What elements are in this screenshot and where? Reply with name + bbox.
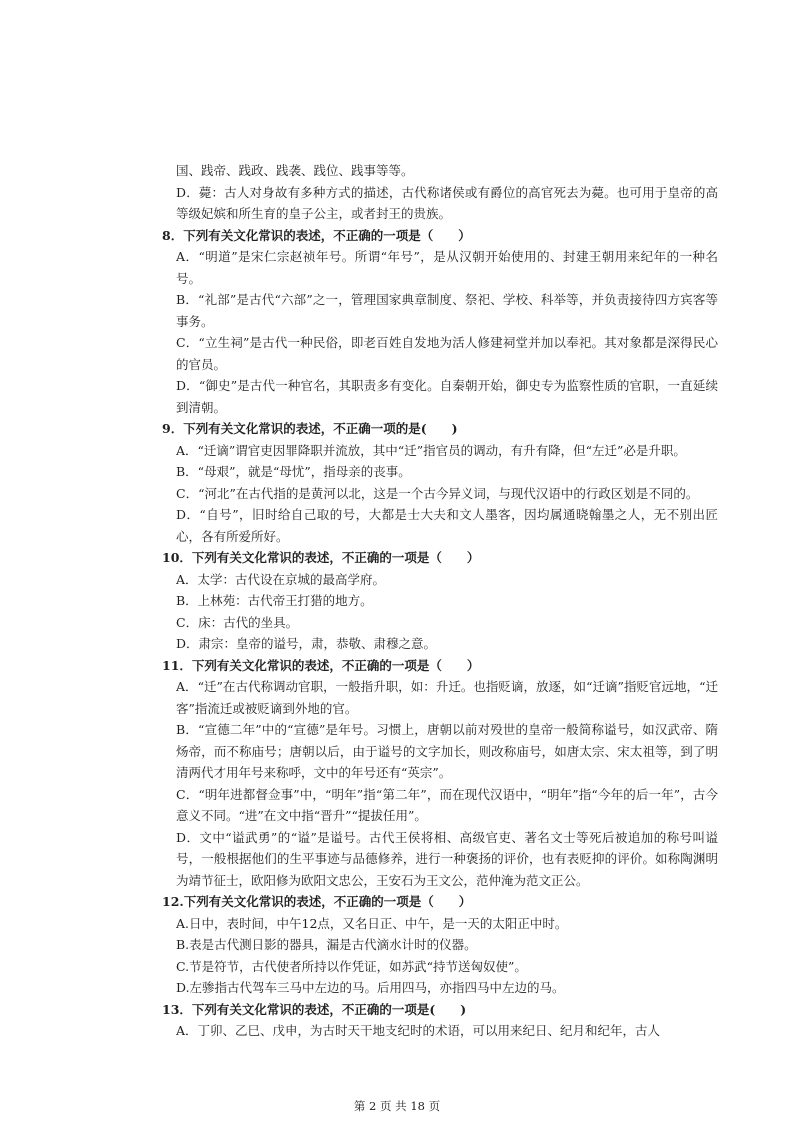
question-13: 13．下列有关文化常识的表述，不正确的一项是( ) xyxy=(162,1001,467,1017)
option-line: C．“立生祠”是古代一种民俗，即老百姓自发地为活人修建祠堂并加以奉祀。其对象都是深得民心的官员。 xyxy=(176,335,718,372)
document-body xyxy=(162,160,718,1042)
option-line: A．丁卯、乙巳、戊申，为古时天干地支纪时的术语，可以用来纪日、纪月和纪年，古人 xyxy=(176,1023,661,1038)
question-9: 9．下列有关文化常识的表述，不正确一项的是( ) xyxy=(162,421,458,436)
option-line: B．“母艰”，就是“母忧”，指母亲的丧事。 xyxy=(176,464,411,479)
option-line: D．肃宗：皇帝的谥号，肃，恭敬、肃穆之意。 xyxy=(176,636,437,651)
option-line: B．“宣德二年”中的“宣德”是年号。习惯上，唐朝以前对殁世的皇帝一般简称谥号，如汉武帝、隋炀帝，而不称庙号；唐朝以后，由于谥号的文字加长，则改称庙号，如唐太宗、宋太祖等，到了明清两代才用年号来称呼，文中的年号还有“英宗”。 xyxy=(176,722,718,780)
option-line: A．太学：古代设在京城的最高学府。 xyxy=(176,571,386,587)
option-line: B．“礼部”是古代“六部”之一，管理国家典章制度、祭祀、学校、科举等，并负责接待四方宾客等事务。 xyxy=(176,292,718,329)
option-line: D．文中“谥武勇”的“谥”是谥号。古代王侯将相、高级官吏、著名文士等死后被追加的称号叫谥号，一般根据他们的生平事迹与品德修养，进行一种褒扬的评价，也有表贬抑的评价。如称陶渊明为靖节征士，欧阳修为欧阳文忠公，王安石为王文公，范仲淹为范文正公。 xyxy=(176,829,718,888)
option-line: C.节是符节，古代使者所持以作凭证，如苏武“持节送匈奴使”。 xyxy=(176,958,527,974)
option-line: D．“自号”，旧时给自己取的号，大都是士大夫和文人墨客，因均属通晓翰墨之人，无不别出匠心，各有所爱所好。 xyxy=(176,507,718,544)
question-12: 12.下列有关文化常识的表述，不正确的一项是（ ） xyxy=(162,894,472,909)
question-8: 8．下列有关文化常识的表述，不正确的一项是（ ） xyxy=(162,227,471,243)
question-11: 11．下列有关文化常识的表述，不正确的一项是（ ） xyxy=(162,657,480,673)
option-line: A．“迁谪”谓官吏因罪降职并流放，其中“迁”指官员的调动，有升有降，但“左迁”必是升职。 xyxy=(176,442,686,458)
option-line: D．薨：古人对身故有多种方式的描述，古代称诸侯或有爵位的高官死去为薨。也可用于皇帝的高等级妃嫔和所生育的皇子公主，或者封王的贵族。 xyxy=(176,184,718,221)
option-line: C．“明年进都督佥事”中，“明年”指“第二年”，而在现代汉语中，“明年”指“今年的后一年”，古今意义不同。“进”在文中指“晋升”“提拔任用”。 xyxy=(176,786,718,823)
option-line: A．“迁”在古代称调动官职，一般指升职，如：升迁。也指贬谪，放逐，如“迁谪”指贬官远地，“迁客”指流迁或被贬谪到外地的官。 xyxy=(176,679,718,716)
option-line: B．上林苑：古代帝王打猎的地方。 xyxy=(176,593,373,608)
question-10: 10．下列有关文化常识的表述，不正确的一项是（ ） xyxy=(162,550,480,565)
option-line: A.日中，表时间，中午12点，又名日正、中午，是一天的太阳正中时。 xyxy=(176,915,568,931)
option-line: D．“御史”是古代一种官名，其职责多有变化。自秦朝开始，御史专为监察性质的官职，一直延续到清朝。 xyxy=(176,378,718,415)
option-line: C．床：古代的坐具。 xyxy=(176,614,299,630)
option-line: B.表是古代测日影的器具，漏是古代滴水计时的仪器。 xyxy=(176,937,477,952)
text-line: 国、践帝、践政、践袭、践位、践事等等。 xyxy=(176,163,414,178)
option-line: A．“明道”是宋仁宗赵祯年号。所谓“年号”，是从汉朝开始使用的、封建王朝用来纪年的一种名号。 xyxy=(176,249,718,286)
page-number: 第 2 页 共 18 页 xyxy=(353,1099,441,1113)
option-line: D.左骖指古代驾车三马中左边的马。后用四马，亦指四马中左边的马。 xyxy=(176,980,565,995)
option-line: C．“河北”在古代指的是黄河以北，这是一个古今异义词，与现代汉语中的行政区划是不同的。 xyxy=(176,485,699,501)
